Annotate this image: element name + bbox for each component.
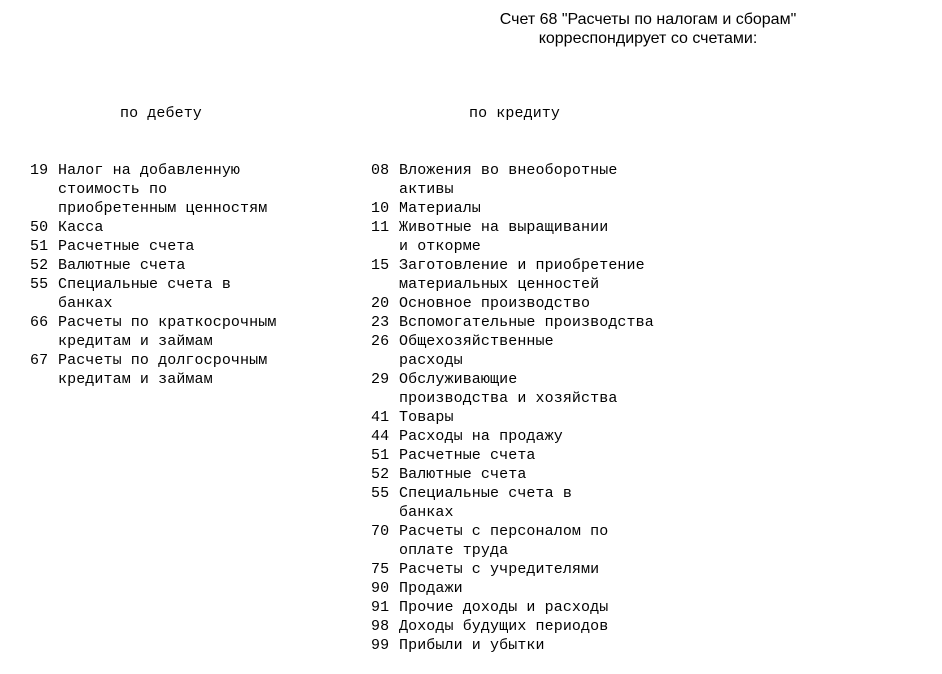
account-name bbox=[58, 218, 104, 237]
account-code: 19 bbox=[30, 162, 49, 179]
account-name-line: Прибыли и убытки bbox=[399, 637, 545, 654]
account-name bbox=[399, 446, 536, 465]
account-entry bbox=[371, 332, 654, 370]
account-entry bbox=[371, 313, 654, 332]
account-name-line: Заготовление и приобретение bbox=[399, 257, 645, 274]
account-name-line: материальных ценностей bbox=[399, 276, 600, 293]
account-code: 70 bbox=[371, 523, 390, 540]
account-name bbox=[58, 275, 231, 313]
account-entry bbox=[30, 275, 276, 313]
title-line-2: корреспондирует со счетами: bbox=[538, 30, 758, 47]
account-name bbox=[399, 370, 617, 408]
account-name bbox=[399, 522, 608, 560]
account-name-line: оплате труда bbox=[399, 542, 509, 559]
account-code: 29 bbox=[371, 371, 390, 388]
account-entry bbox=[371, 522, 654, 560]
account-name bbox=[399, 161, 617, 199]
account-name-line: Доходы будущих периодов bbox=[399, 618, 609, 635]
account-name bbox=[58, 256, 185, 275]
account-name bbox=[399, 484, 572, 522]
credit-header: по кредиту bbox=[469, 105, 561, 122]
account-entry bbox=[371, 579, 654, 598]
account-name-line: Основное производство bbox=[399, 295, 591, 312]
account-name-line: кредитам и займам bbox=[58, 333, 213, 350]
title-line-1: Счет 68 "Расчеты по налогам и сборам" bbox=[499, 11, 797, 28]
account-code: 90 bbox=[371, 580, 390, 597]
account-name-line: Касса bbox=[58, 219, 104, 236]
account-code: 41 bbox=[371, 409, 390, 426]
account-name-line: Расчетные счета bbox=[399, 447, 536, 464]
account-name-line: Специальные счета в bbox=[58, 276, 231, 293]
account-entry bbox=[30, 256, 276, 275]
account-code: 55 bbox=[371, 485, 390, 502]
account-code: 11 bbox=[371, 219, 390, 236]
account-name bbox=[399, 427, 563, 446]
account-code: 08 bbox=[371, 162, 390, 179]
account-name-line: Расчеты по долгосрочным bbox=[58, 352, 268, 369]
account-name-line: Специальные счета в bbox=[399, 485, 572, 502]
account-name-line: Расчетные счета bbox=[58, 238, 195, 255]
account-entry bbox=[371, 598, 654, 617]
account-name-line: Налог на добавленную bbox=[58, 162, 241, 179]
account-name bbox=[399, 332, 554, 370]
account-entry bbox=[371, 484, 654, 522]
account-code: 23 bbox=[371, 314, 390, 331]
account-code: 67 bbox=[30, 352, 49, 369]
account-code: 55 bbox=[30, 276, 49, 293]
account-entry bbox=[371, 161, 654, 199]
account-name-line: Прочие доходы и расходы bbox=[399, 599, 609, 616]
account-code: 51 bbox=[371, 447, 390, 464]
account-entry bbox=[30, 237, 276, 256]
account-name-line: Валютные счета bbox=[58, 257, 186, 274]
account-entry bbox=[371, 408, 654, 427]
account-code: 98 bbox=[371, 618, 390, 635]
account-name-line: Расходы на продажу bbox=[399, 428, 563, 445]
debit-header: по дебету bbox=[120, 105, 202, 122]
account-name-line: и откорме bbox=[399, 238, 481, 255]
account-name-line: расходы bbox=[399, 352, 463, 369]
account-name bbox=[399, 579, 463, 598]
account-entry bbox=[371, 199, 654, 218]
account-code: 75 bbox=[371, 561, 390, 578]
account-code: 91 bbox=[371, 599, 390, 616]
account-name bbox=[58, 237, 195, 256]
account-entry bbox=[371, 370, 654, 408]
account-code: 99 bbox=[371, 637, 390, 654]
debit-column bbox=[30, 66, 276, 408]
account-name-line: банках bbox=[399, 504, 454, 521]
account-name bbox=[58, 313, 276, 351]
account-entry bbox=[30, 351, 276, 389]
account-entry bbox=[371, 446, 654, 465]
account-code: 52 bbox=[371, 466, 390, 483]
account-entry bbox=[371, 294, 654, 313]
account-name bbox=[399, 199, 481, 218]
account-name-line: Товары bbox=[399, 409, 454, 426]
account-code: 44 bbox=[371, 428, 390, 445]
account-name-line: Вложения во внеоборотные bbox=[399, 162, 618, 179]
account-code: 26 bbox=[371, 333, 390, 350]
account-name-line: Общехозяйственные bbox=[399, 333, 554, 350]
account-name-line: активы bbox=[399, 181, 454, 198]
account-name bbox=[58, 161, 267, 218]
credit-column bbox=[371, 66, 654, 674]
account-name bbox=[399, 617, 608, 636]
account-code: 66 bbox=[30, 314, 49, 331]
account-name-line: Расчеты с персоналом по bbox=[399, 523, 609, 540]
document-title bbox=[430, 10, 866, 48]
account-name-line: Расчеты с учредителями bbox=[399, 561, 600, 578]
account-name-line: Материалы bbox=[399, 200, 481, 217]
account-name-line: Вспомогательные производства bbox=[399, 314, 654, 331]
account-entry bbox=[371, 256, 654, 294]
account-name-line: Продажи bbox=[399, 580, 463, 597]
account-entry bbox=[371, 560, 654, 579]
account-entry bbox=[30, 313, 276, 351]
account-name-line: стоимость по bbox=[58, 181, 168, 198]
account-name bbox=[399, 465, 526, 484]
account-code: 10 bbox=[371, 200, 390, 217]
account-entry bbox=[371, 617, 654, 636]
account-name-line: производства и хозяйства bbox=[399, 390, 618, 407]
account-name-line: приобретенным ценностям bbox=[58, 200, 268, 217]
account-name bbox=[58, 351, 267, 389]
account-code: 51 bbox=[30, 238, 49, 255]
account-name-line: Обслуживающие bbox=[399, 371, 518, 388]
account-code: 52 bbox=[30, 257, 49, 274]
account-name bbox=[399, 598, 608, 617]
account-name bbox=[399, 560, 599, 579]
account-entry bbox=[371, 465, 654, 484]
account-name bbox=[399, 408, 454, 427]
account-name-line: кредитам и займам bbox=[58, 371, 213, 388]
account-name bbox=[399, 636, 545, 655]
account-name bbox=[399, 256, 645, 294]
account-name bbox=[399, 313, 654, 332]
account-entry bbox=[30, 161, 276, 218]
credit-entry-list bbox=[371, 161, 654, 655]
account-name-line: банках bbox=[58, 295, 113, 312]
account-code: 20 bbox=[371, 295, 390, 312]
account-code: 50 bbox=[30, 219, 49, 236]
account-code: 15 bbox=[371, 257, 390, 274]
account-name-line: Валютные счета bbox=[399, 466, 527, 483]
account-name bbox=[399, 218, 608, 256]
account-name bbox=[399, 294, 590, 313]
account-entry bbox=[371, 427, 654, 446]
account-entry bbox=[30, 218, 276, 237]
account-entry bbox=[371, 218, 654, 256]
debit-entry-list bbox=[30, 161, 276, 389]
account-name-line: Животные на выращивании bbox=[399, 219, 609, 236]
account-name-line: Расчеты по краткосрочным bbox=[58, 314, 277, 331]
account-entry bbox=[371, 636, 654, 655]
